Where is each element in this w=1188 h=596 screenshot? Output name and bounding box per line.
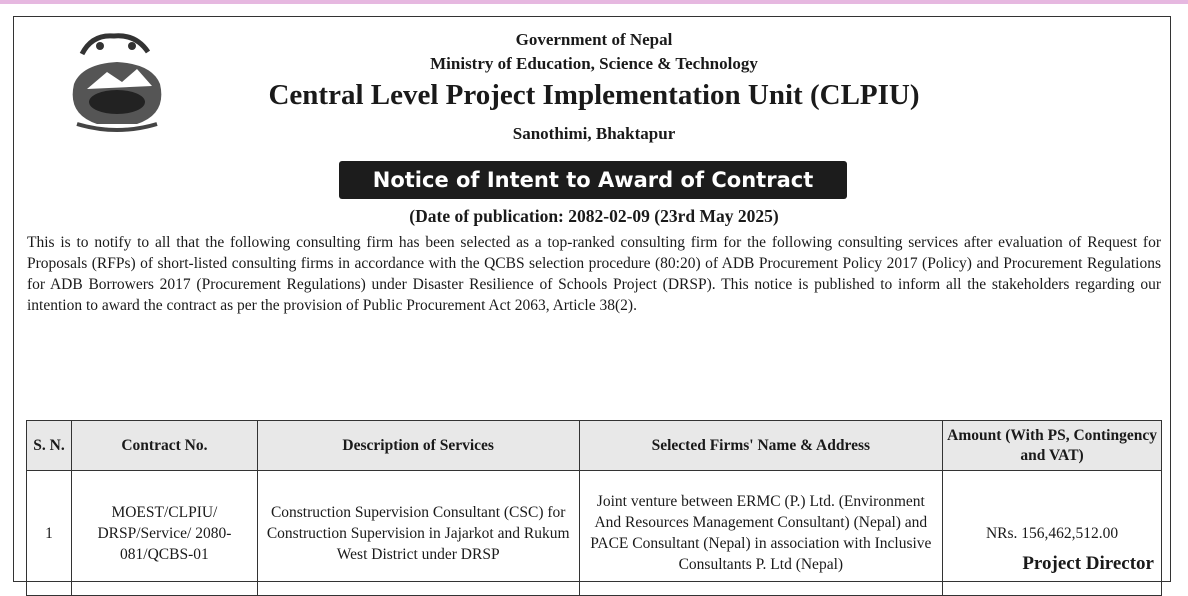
table-header-row bbox=[27, 421, 1162, 471]
government-title: Government of Nepal bbox=[515, 30, 673, 49]
header-amount: Amount (With PS, Contingency and VAT) bbox=[943, 421, 1162, 471]
unit-title: Central Level Project Implementation Unit (CLPIU) bbox=[268, 79, 920, 111]
award-table bbox=[26, 420, 1162, 596]
signature: Project Director bbox=[1022, 553, 1154, 574]
notice-title-banner: Notice of Intent to Award of Contract bbox=[339, 161, 847, 199]
cell-description: Construction Supervision Consultant (CSC) for Construction Supervision in Jajarkot and Rukum West District under DRSP bbox=[257, 471, 579, 596]
ministry-title: Ministry of Education, Science & Technology bbox=[430, 54, 758, 73]
cell-firm: Joint venture between ERMC (P.) Ltd. (Environment And Resources Management Consultant) (Nepal) and PACE Consultant (Nepal) in association with Inclusive Consultants P. Ltd (Nepal) bbox=[579, 471, 943, 596]
notice-body: This is to notify to all that the following consulting firm has been selected as a top-ranked consulting firm for the following consulting services after evaluation of Request for Proposals (RFPs) of short-listed consulting firms in accordance with the QCBS selection procedure (80:20) of ADB Procurement Policy 2017 (Policy) and Procurement Regulations for ADB Borrowers 2017 (Procurement Regulations) under Disaster Resilience of Schools Project (DRSP). This notice is published to inform all the stakeholders regarding our intention to award the contract as per the provision of Public Procurement Act 2063, Article 38(2). bbox=[27, 234, 1161, 314]
header-firm: Selected Firms' Name & Address bbox=[579, 421, 943, 471]
cell-amount: NRs. 156,462,512.00 bbox=[943, 471, 1162, 596]
cell-sn: 1 bbox=[27, 471, 72, 596]
table-row bbox=[27, 471, 1162, 596]
top-accent-line bbox=[0, 0, 1188, 4]
header-description: Description of Services bbox=[257, 421, 579, 471]
cell-contract-no: MOEST/CLPIU/ DRSP/Service/ 2080-081/QCBS-01 bbox=[71, 471, 257, 596]
location: Sanothimi, Bhaktapur bbox=[512, 124, 676, 143]
publication-date: (Date of publication: 2082-02-09 (23rd May 2025) bbox=[409, 206, 779, 226]
header-contract-no: Contract No. bbox=[71, 421, 257, 471]
header-sn: S. N. bbox=[27, 421, 72, 471]
